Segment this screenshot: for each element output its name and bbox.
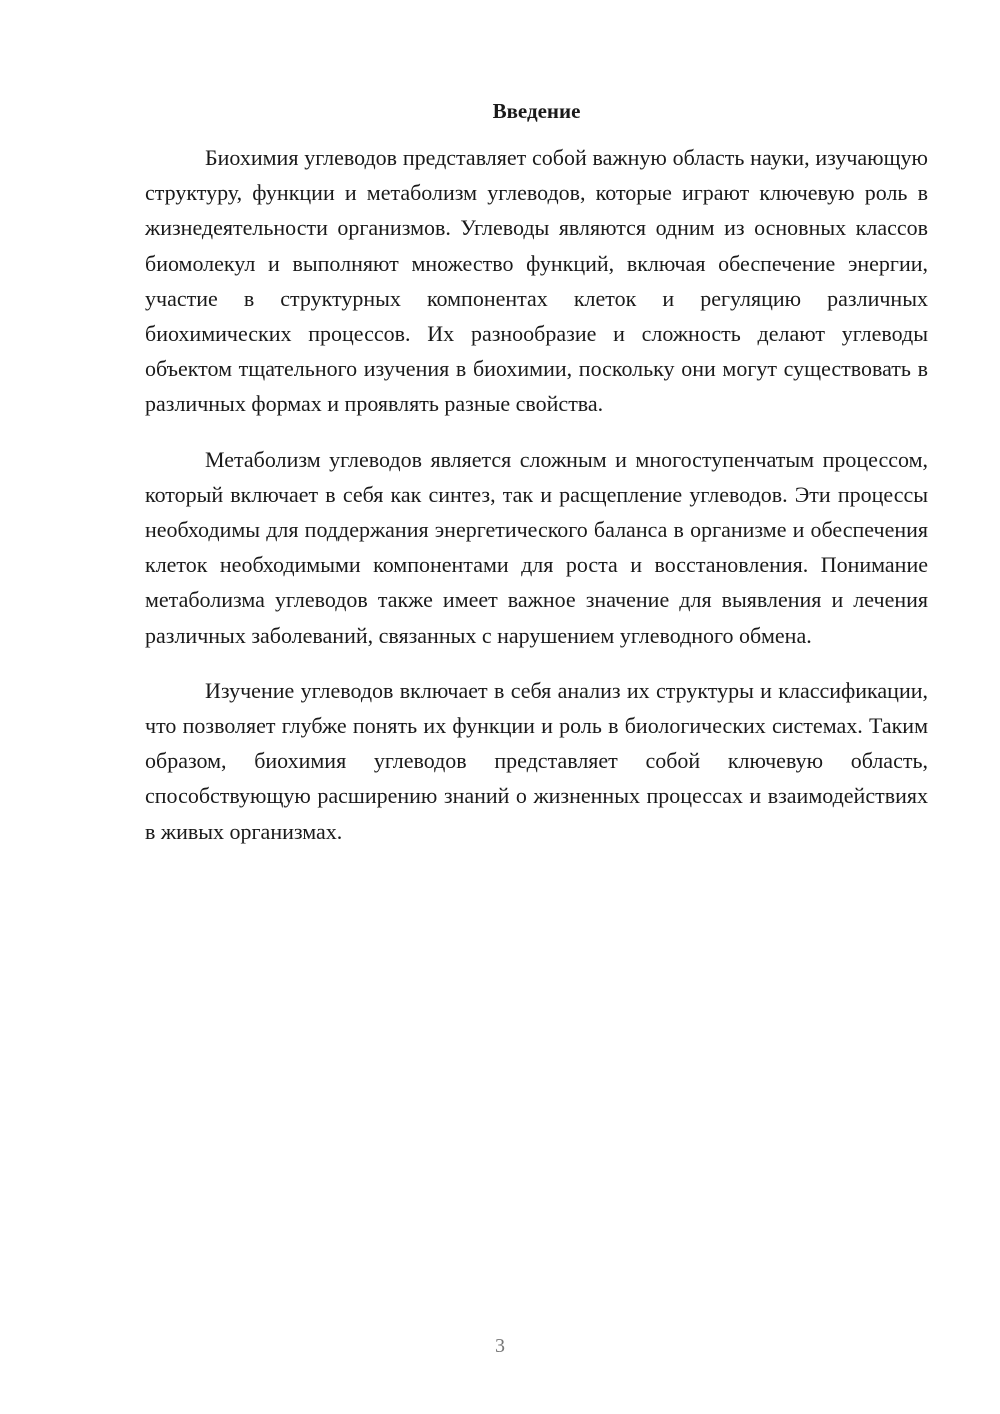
paragraph-3: Изучение углеводов включает в себя анализ их структуры и классификации, что позволяет глубже понять их функции и роль в биологических системах. Таким образом, биохимия углеводов представляет собой ключевую область, способствующую расширению знаний о жизненных процессах и взаимодействиях в живых организмах. bbox=[145, 677, 928, 844]
paragraph-2: Метаболизм углеводов является сложным и многоступенчатым процессом, который включает в себя как синтез, так и расщепление углеводов. Эти процессы необходимы для поддержания энергетического баланса в организме и обеспечения клеток необходимыми компонентами для роста и восстановления. Понимание метаболизма углеводов также имеет важное значение для выявления и лечения различных заболеваний, связанных с нарушением углеводного обмена. bbox=[145, 446, 928, 648]
page-content bbox=[145, 96, 928, 869]
page-number: 3 bbox=[495, 1335, 505, 1357]
paragraph-1: Биохимия углеводов представляет собой важную область науки, изучающую структуру, функции и метаболизм углеводов, которые играют ключевую роль в жизнедеятельности организмов. Углеводы являются одним из основных классов биомолекул и выполняют множество функций, включая обеспечение энергии, участие в структурных компонентах клеток и регуляцию различных биохимических процессов. Их разнообразие и сложность делают углеводы объектом тщательного изучения в биохимии, поскольку они могут существовать в различных формах и проявлять разные свойства. bbox=[145, 145, 928, 417]
section-heading: Введение bbox=[492, 99, 581, 123]
